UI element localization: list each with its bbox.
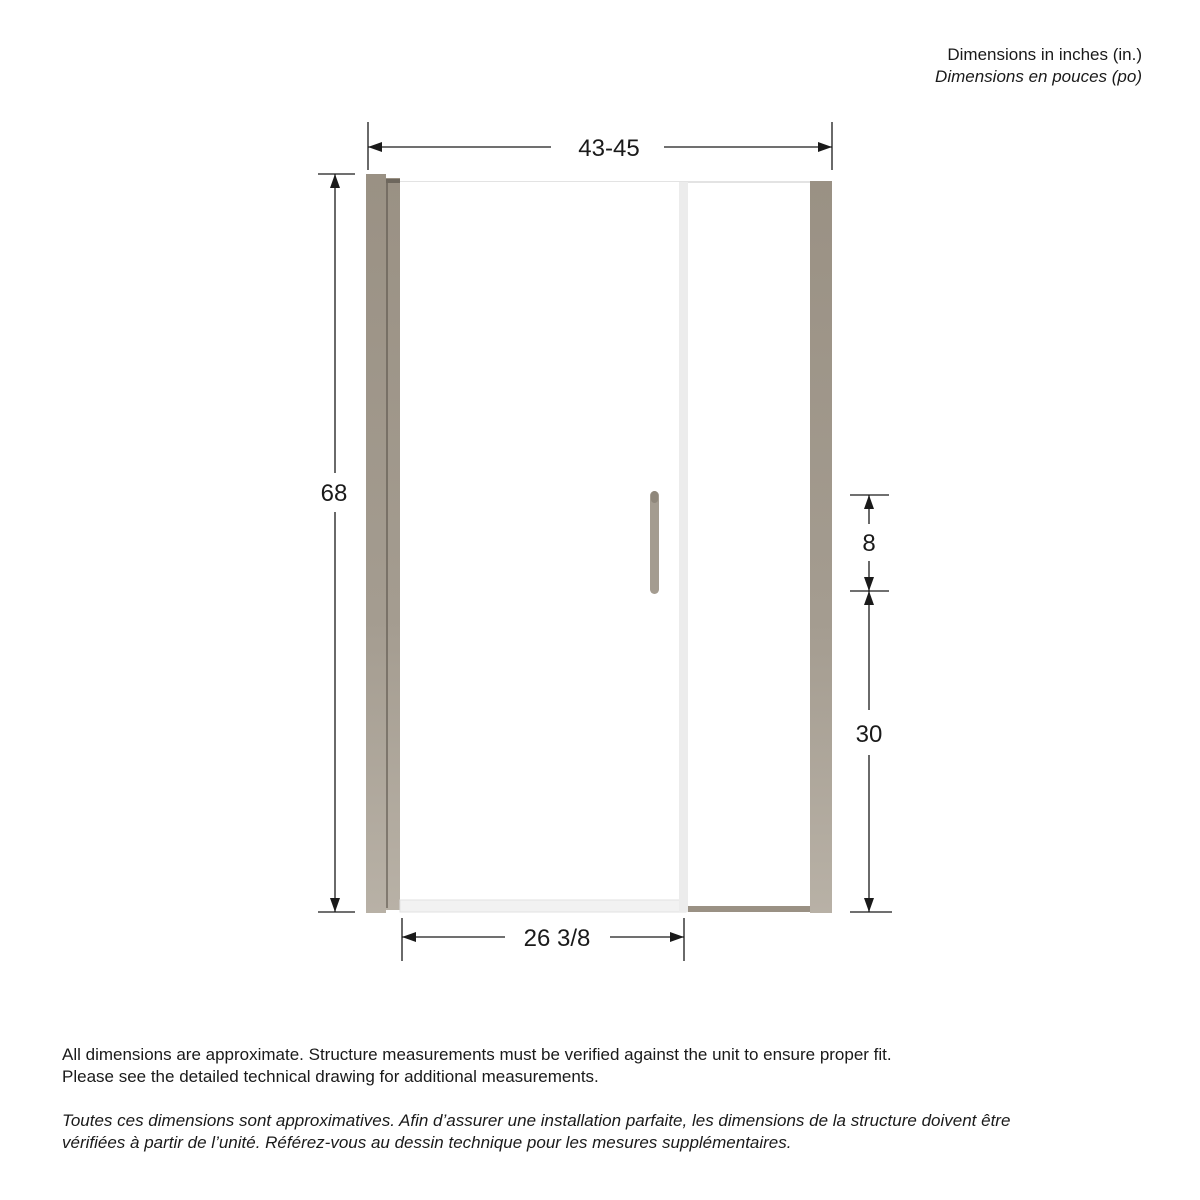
- shower-door: [366, 174, 832, 913]
- arrow-height-bottom: [330, 898, 340, 912]
- arrow-handle-length-top: [864, 495, 874, 509]
- arrow-handle-height-bottom: [864, 898, 874, 912]
- disclaimer-notes: [62, 1044, 1152, 1154]
- arrow-door-width-right: [670, 932, 684, 942]
- door-handle-mount: [651, 491, 658, 503]
- fixed-panel-bottom-channel: [688, 906, 810, 912]
- overall-width-label: 43-45: [578, 135, 640, 162]
- right-wall-jamb: [810, 181, 832, 913]
- arrow-height-top: [330, 174, 340, 188]
- arrow-handle-height-top: [864, 591, 874, 605]
- handle-length-label: 8: [862, 530, 876, 557]
- disclaimer-french: [62, 1110, 1152, 1154]
- disclaimer-english-line2: Please see the detailed technical drawing for additional measurements.: [62, 1067, 599, 1086]
- disclaimer-french-line1: Toutes ces dimensions sont approximatives. Afin d’assurer une installation parfaite, les dimensions de la structure doivent être: [62, 1111, 1011, 1130]
- arrow-width-left: [368, 142, 382, 152]
- door-width-label: 26 3/8: [523, 925, 591, 952]
- door-glass: [400, 182, 680, 900]
- arrow-width-right: [818, 142, 832, 152]
- door-bottom-sweep: [400, 900, 686, 912]
- left-wall-jamb: [366, 174, 386, 913]
- top-hinge-cap: [386, 179, 400, 183]
- hinge-rail: [386, 178, 400, 910]
- arrow-door-width-left: [402, 932, 416, 942]
- fixed-glass-panel: [688, 184, 810, 906]
- disclaimer-english-line1: All dimensions are approximate. Structure measurements must be verified against the unit to ensure proper fit.: [62, 1045, 892, 1064]
- door-edge: [679, 182, 688, 912]
- units-english: Dimensions in inches (in.): [947, 45, 1142, 64]
- arrow-handle-length-bottom: [864, 577, 874, 591]
- overall-height-label: 68: [320, 480, 348, 507]
- handle-height-label: 30: [855, 721, 883, 748]
- door-handle: [650, 491, 659, 594]
- disclaimer-english: [62, 1044, 1152, 1088]
- units-french: Dimensions en pouces (po): [935, 67, 1142, 86]
- disclaimer-french-line2: vérifiées à partir de l’unité. Référez-vous au dessin technique pour les mesures supplémentaires.: [62, 1133, 792, 1152]
